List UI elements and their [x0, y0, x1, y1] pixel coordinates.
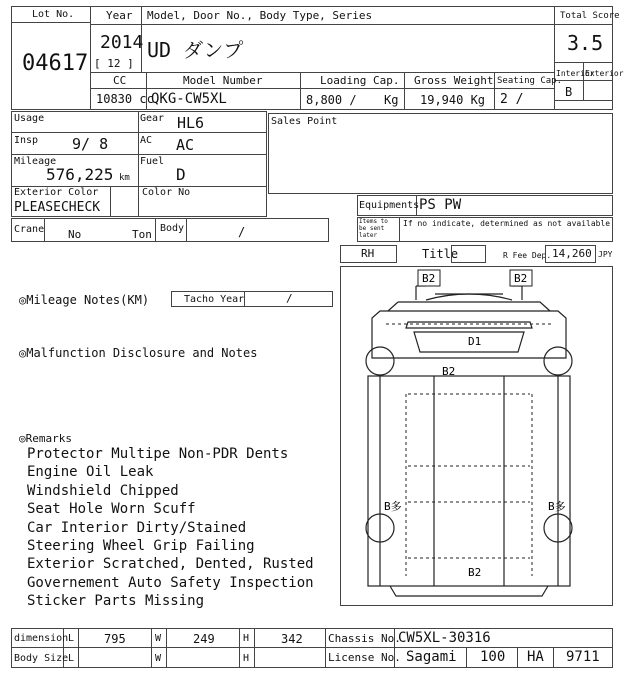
dim-l-label: L [68, 633, 75, 644]
month-value: [ 12 ] [94, 57, 134, 70]
color-no-label: Color No [142, 187, 191, 198]
rfee-label: R Fee Dep. [503, 251, 552, 260]
gear-value: HL6 [177, 114, 205, 132]
bs-w-label: W [155, 653, 162, 664]
gross-weight-label: Gross Weight [414, 74, 494, 87]
damage-mark-d1-windshield: D1 [468, 335, 482, 348]
mileage-value: 576,225 [46, 165, 114, 184]
cc-value: 10830 cc [96, 92, 154, 106]
gross-weight-value: 19,940 Kg [420, 93, 486, 107]
insp-label: Insp [14, 135, 39, 146]
year-label: Year [106, 9, 133, 22]
list-item: Sticker Parts Missing [27, 593, 205, 610]
tacho-label: Tacho Year [184, 294, 245, 305]
lot-label: Lot No. [32, 9, 75, 20]
dimension-label: dimension [14, 633, 69, 644]
exterior-label: Exterior [585, 69, 624, 78]
fuel-label: Fuel [140, 156, 165, 167]
loading-cap-value: 8,800 / [306, 93, 357, 107]
damage-mark-b2-cab: B2 [442, 365, 456, 378]
rfee-unit: JPY [598, 250, 613, 259]
crane-value: No [68, 228, 82, 241]
list-item: Protector Multipe Non-PDR Dents [27, 446, 289, 462]
remarks-label: ◎Remarks [19, 432, 72, 445]
rfee-value: 14,260 [552, 247, 592, 260]
dim-l-value: 795 [104, 632, 126, 646]
insp-value: 9/ 8 [72, 135, 109, 153]
fuel-value: D [176, 165, 186, 184]
list-item: Engine Oil Leak [27, 464, 154, 481]
malfunction-label: ◎Malfunction Disclosure and Notes [19, 346, 258, 360]
exterior-color-value: PLEASECHECK [14, 200, 101, 215]
sales-point-label: Sales Point [271, 116, 338, 127]
list-item: Windshield Chipped [27, 482, 179, 499]
crane-unit: Ton [132, 228, 152, 241]
dim-w-value: 249 [193, 632, 215, 646]
model-number: QKG-CW5XL [151, 91, 227, 107]
mileage-label: Mileage [14, 156, 57, 167]
dim-h-label: H [243, 633, 250, 644]
model-label: Model, Door No., Body Type, Series [147, 9, 373, 22]
license-area: Sagami [406, 649, 457, 665]
ac-label: AC [140, 135, 153, 146]
mileage-notes-label: ◎Mileage Notes(KM) [19, 293, 150, 307]
chassis-value: CW5XL-30316 [398, 630, 491, 646]
body-value: / [238, 225, 246, 239]
mileage-unit: km [119, 173, 130, 183]
license-class: 100 [480, 649, 506, 665]
no-indicate-note: If no indicate, determined as not available [403, 219, 611, 228]
chassis-label: Chassis No. [328, 632, 401, 645]
crane-label: Crane [14, 224, 45, 235]
vehicle-damage-diagram [340, 266, 613, 606]
license-label: License No. [328, 651, 401, 664]
usage-label: Usage [14, 113, 45, 124]
list-item: Steering Wheel Grip Failing [27, 538, 255, 555]
seating-cap-value: 2 / [500, 92, 524, 107]
list-item: Seat Hole Worn Scuff [27, 501, 196, 518]
license-number: 9711 [566, 649, 600, 665]
equipments-value: PS PW [419, 197, 462, 213]
body-label: Body [160, 223, 185, 234]
list-item: Exterior Scratched, Dented, Rusted [27, 556, 314, 573]
gear-label: Gear [140, 113, 165, 124]
title-box [451, 245, 486, 263]
exterior-color-label: Exterior Color [14, 187, 99, 198]
list-item: Governement Auto Safety Inspection [27, 574, 314, 591]
damage-mark-b-many-right: B多 [548, 500, 566, 513]
license-kana: HA [527, 649, 544, 665]
lot-number: 04617 [22, 51, 89, 76]
rh-value: RH [361, 247, 375, 260]
year-value: 2014 [100, 32, 144, 53]
seating-cap-label: Seating Cap. [497, 76, 563, 86]
remarks-list [27, 445, 327, 611]
damage-mark-b2-mirror-right: B2 [514, 272, 528, 285]
loading-cap-label: Loading Cap. [320, 74, 400, 87]
interior-label: Interior [556, 69, 595, 78]
dim-w-label: W [155, 633, 162, 644]
damage-mark-b-many-left: B多 [384, 500, 402, 513]
damage-mark-b2-tail: B2 [468, 566, 482, 579]
total-score-value: 3.5 [567, 31, 604, 55]
model-name: UD ダンプ [147, 38, 244, 62]
interior-score: B [565, 85, 573, 99]
dim-h-value: 342 [281, 632, 303, 646]
tacho-value: / [286, 292, 293, 305]
bs-h-label: H [243, 653, 250, 664]
equipments-label: Equipments [359, 200, 420, 211]
damage-mark-b2-mirror-left: B2 [422, 272, 436, 285]
loading-cap-unit: Kg [384, 93, 399, 107]
total-score-label: Total Score [560, 11, 620, 21]
items-later-note: Items to be sent later [359, 218, 388, 239]
cc-label: CC [113, 74, 127, 87]
bs-l-label: L [68, 653, 75, 664]
title-label: Title [422, 247, 459, 261]
footer-block [11, 628, 613, 668]
model-number-label: Model Number [183, 74, 263, 87]
body-size-label: Body Size [14, 653, 69, 664]
ac-value: AC [176, 136, 195, 154]
list-item: Car Interior Dirty/Stained [27, 519, 247, 536]
